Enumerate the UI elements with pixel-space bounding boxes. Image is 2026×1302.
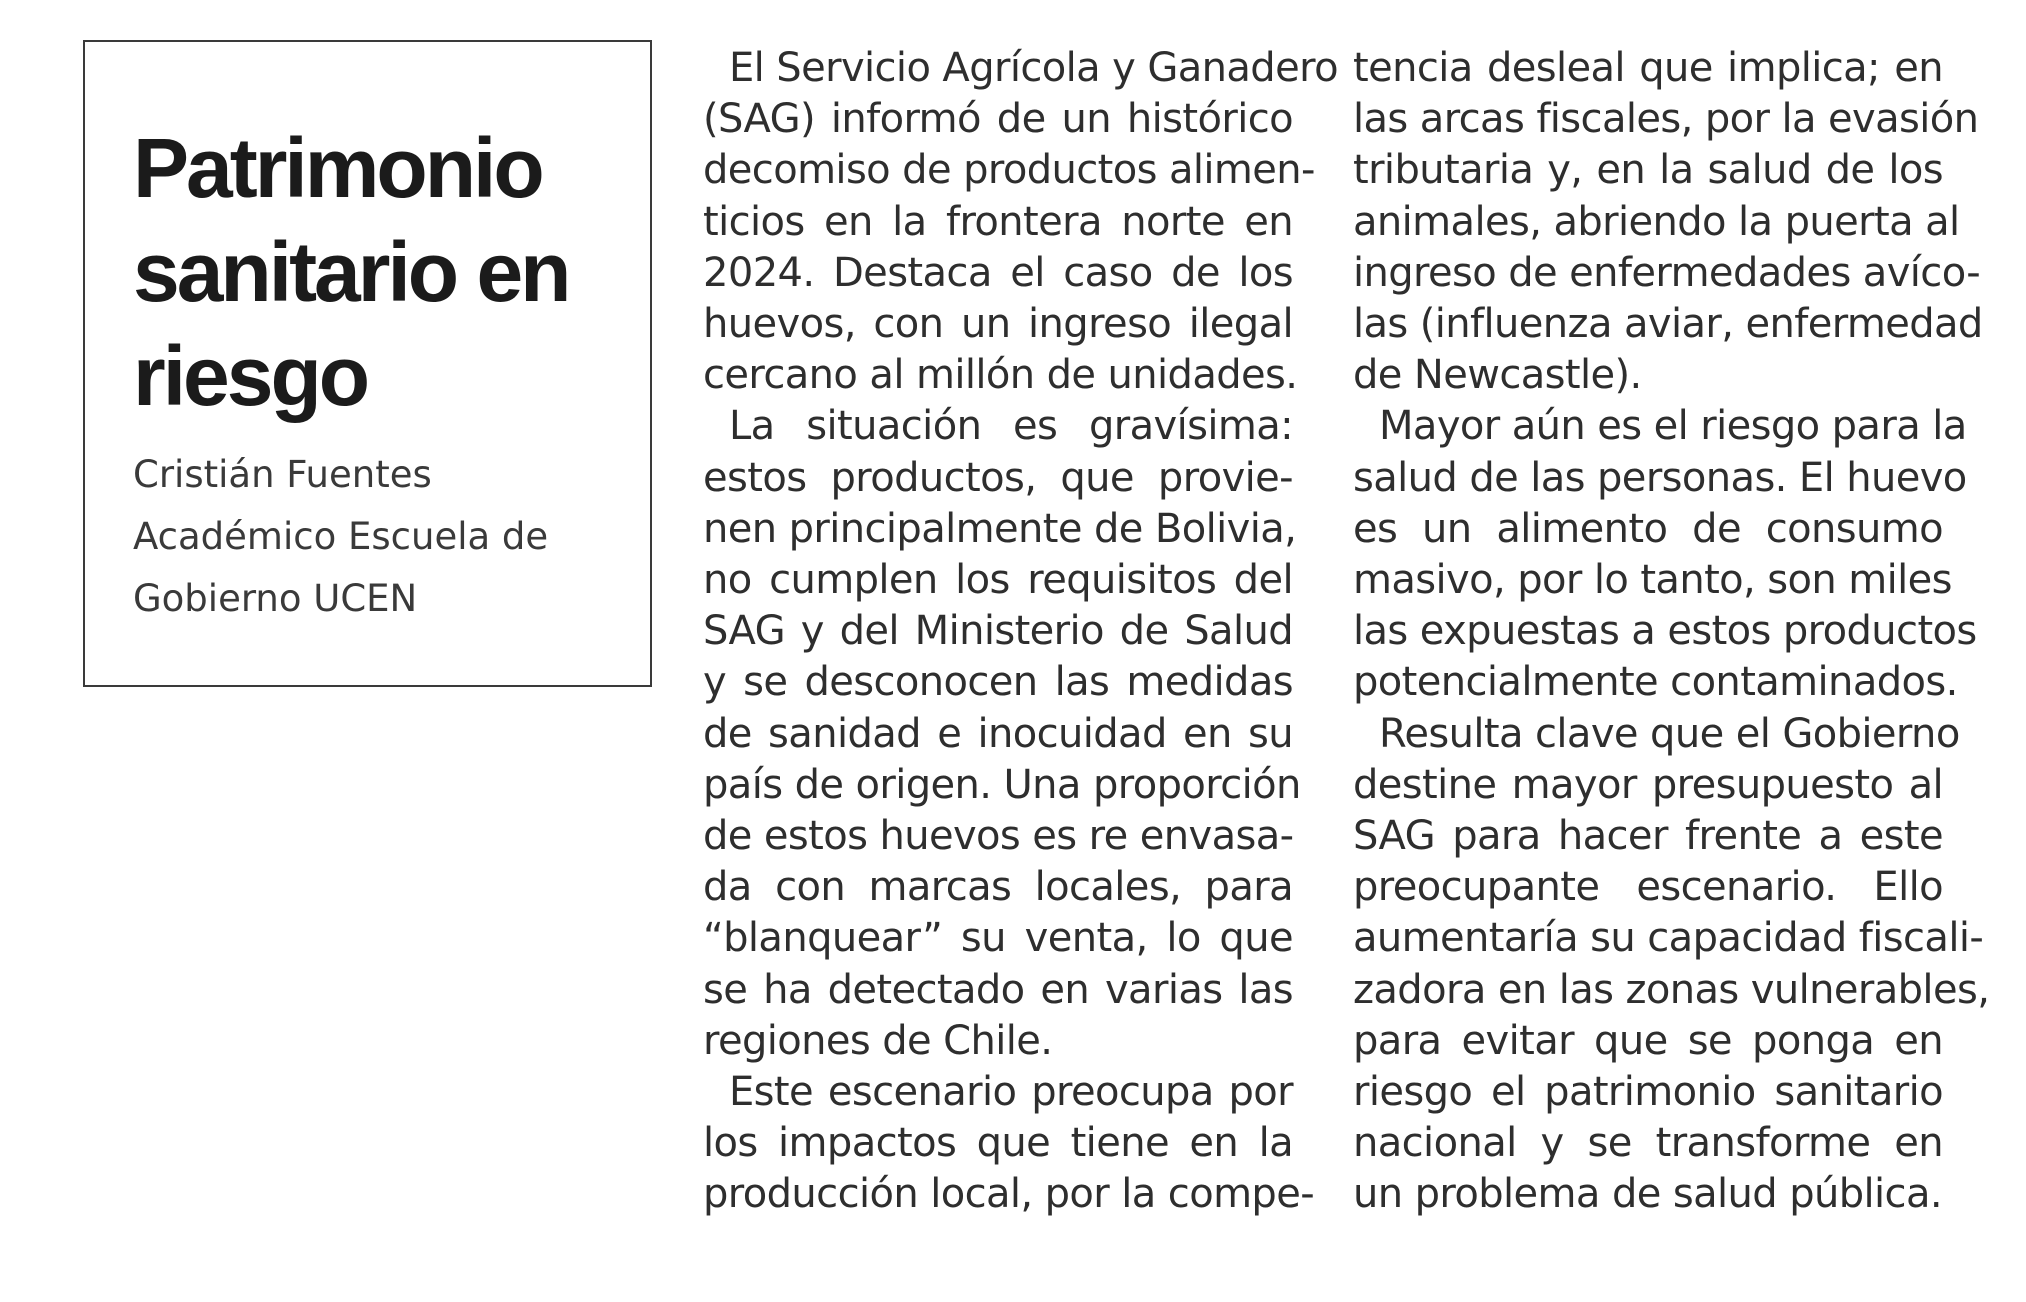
headline-box	[83, 40, 652, 687]
body-line: ingreso de enfermedades avíco-	[1353, 249, 1981, 296]
body-column-1	[703, 43, 1338, 1221]
body-line: La situación es gravísima:	[729, 403, 1293, 450]
article-title-line: Patrimonio	[133, 121, 542, 215]
author-role-line: Gobierno UCEN	[133, 577, 418, 620]
byline	[133, 444, 548, 630]
author-name: Cristián Fuentes	[133, 453, 432, 496]
body-line: SAG para hacer frente a este	[1353, 813, 1943, 860]
body-line: las expuestas a estos productos	[1353, 608, 1977, 655]
body-line: da con marcas locales, para	[703, 864, 1293, 911]
body-line: masivo, por lo tanto, son miles	[1353, 557, 1952, 604]
body-line: decomiso de productos alimen-	[703, 147, 1315, 194]
body-line: salud de las personas. El huevo	[1353, 454, 1967, 501]
body-line: animales, abriendo la puerta al	[1353, 198, 1960, 245]
body-line: para evitar que se ponga en	[1353, 1017, 1943, 1064]
article-title-line: sanitario en	[133, 225, 569, 319]
body-line: nacional y se transforme en	[1353, 1120, 1943, 1167]
body-line: riesgo el patrimonio sanitario	[1353, 1069, 1943, 1116]
body-column-2	[1353, 43, 1990, 1221]
body-line: SAG y del Ministerio de Salud	[703, 608, 1293, 655]
body-line: Mayor aún es el riesgo para la	[1379, 403, 1967, 450]
article-title	[133, 116, 613, 428]
body-line: zadora en las zonas vulnerables,	[1353, 966, 1990, 1013]
body-line: destine mayor presupuesto al	[1353, 761, 1943, 808]
body-line: tributaria y, en la salud de los	[1353, 147, 1943, 194]
body-line: un problema de salud pública.	[1353, 1171, 1942, 1218]
body-line: las (influenza aviar, enfermedad	[1353, 301, 1983, 348]
article-title-line: riesgo	[133, 329, 368, 423]
body-line: ticios en la frontera norte en	[703, 198, 1293, 245]
body-line: regiones de Chile.	[703, 1017, 1053, 1064]
body-line: las arcas fiscales, por la evasión	[1353, 96, 1979, 143]
body-line: estos productos, que provie-	[703, 454, 1293, 501]
body-line: preocupante escenario. Ello	[1353, 864, 1943, 911]
body-line: potencialmente contaminados.	[1353, 659, 1958, 706]
body-line: de sanidad e inocuidad en su	[703, 710, 1293, 757]
body-line: tencia desleal que implica; en	[1353, 45, 1943, 91]
body-line: es un alimento de consumo	[1353, 505, 1943, 552]
body-line: Resulta clave que el Gobierno	[1379, 710, 1960, 757]
body-line: de Newcastle).	[1353, 352, 1642, 399]
body-line: se ha detectado en varias las	[703, 966, 1293, 1013]
body-line: (SAG) informó de un histórico	[703, 96, 1293, 143]
body-line: “blanquear” su venta, lo que	[703, 915, 1293, 962]
body-line: cercano al millón de unidades.	[703, 352, 1298, 399]
body-line: país de origen. Una proporción	[703, 761, 1301, 808]
body-line: producción local, por la compe-	[703, 1171, 1315, 1218]
body-line: nen principalmente de Bolivia,	[703, 505, 1297, 552]
body-line: 2024. Destaca el caso de los	[703, 249, 1293, 296]
body-line: de estos huevos es re envasa-	[703, 813, 1294, 860]
author-role-line: Académico Escuela de	[133, 515, 549, 558]
body-line: huevos, con un ingreso ilegal	[703, 301, 1293, 348]
body-line: no cumplen los requisitos del	[703, 557, 1293, 604]
body-line: los impactos que tiene en la	[703, 1120, 1293, 1167]
body-line: Este escenario preocupa por	[729, 1069, 1293, 1116]
body-line: El Servicio Agrícola y Ganadero	[729, 45, 1338, 91]
body-line: aumentaría su capacidad fiscali-	[1353, 915, 1984, 962]
body-line: y se desconocen las medidas	[703, 659, 1293, 706]
